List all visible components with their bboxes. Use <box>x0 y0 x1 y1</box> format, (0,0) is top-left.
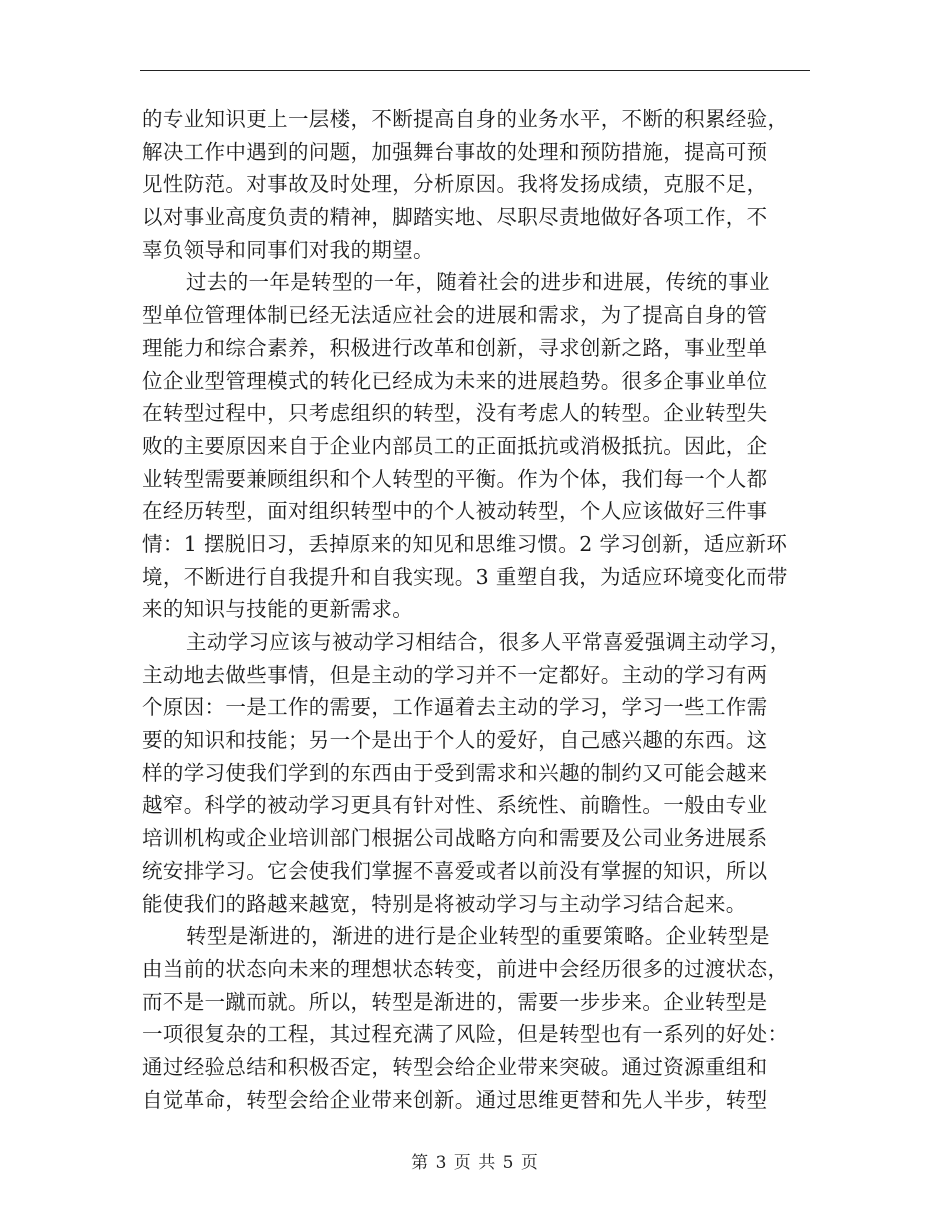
text-line: 位企业型管理模式的转化已经成为未来的进展趋势。很多企事业单位 <box>142 368 768 393</box>
text-line: 由当前的状态向未来的理想状态转变，前进中会经历很多的过渡状态， <box>142 956 789 981</box>
text-line: 败的主要原因来自于企业内部员工的正面抵抗或消极抵抗。因此，企 <box>142 433 768 458</box>
text-line: 见性防范。对事故及时处理，分析原因。我将发扬成绩，克服不足， <box>142 172 768 197</box>
text-line: 业转型需要兼顾组织和个人转型的平衡。作为个体，我们每一个人都 <box>142 466 768 491</box>
text-line: 统安排学习。它会使我们掌握不喜爱或者以前没有掌握的知识，所以 <box>142 858 768 883</box>
text-line: 越窄。科学的被动学习更具有针对性、系统性、前瞻性。一般由专业 <box>142 793 768 818</box>
text-line: 境，不断进行自我提升和自我实现。3 重塑自我，为适应环境变化而带 <box>142 564 788 589</box>
text-line: 个原因：一是工作的需要，工作逼着去主动的学习，学习一些工作需 <box>142 695 768 720</box>
text-line: 培训机构或企业培训部门根据公司战略方向和需要及公司业务进展系 <box>142 826 768 851</box>
text-line: 辜负领导和同事们对我的期望。 <box>142 237 434 262</box>
text-line: 通过经验总结和积极否定，转型会给企业带来突破。通过资源重组和 <box>142 1054 768 1079</box>
paragraph-first-line: 转型是渐进的，渐进的进行是企业转型的重要策略。企业转型是 <box>186 924 770 949</box>
text-line: 而不是一蹴而就。所以，转型是渐进的，需要一步步来。企业转型是 <box>142 989 768 1014</box>
text-line: 的专业知识更上一层楼，不断提高自身的业务水平，不断的积累经验， <box>142 107 789 131</box>
paragraph-first-line: 过去的一年是转型的一年，随着社会的进步和进展，传统的事业 <box>186 270 770 295</box>
text-line: 来的知识与技能的更新需求。 <box>142 597 414 622</box>
text-line: 型单位管理体制已经无法适应社会的进展和需求，为了提高自身的管 <box>142 303 768 328</box>
text-line: 理能力和综合素养，积极进行改革和创新，寻求创新之路，事业型单 <box>142 335 768 360</box>
document-body <box>142 103 812 1116</box>
text-line: 要的知识和技能；另一个是出于个人的爱好，自己感兴趣的东西。这 <box>142 728 768 753</box>
text-line: 在经历转型，面对组织转型中的个人被动转型，个人应该做好三件事 <box>142 499 768 524</box>
text-line: 一项很复杂的工程，其过程充满了风险，但是转型也有一系列的好处： <box>142 1022 789 1047</box>
header-rule <box>140 70 810 71</box>
page-number-footer: 第 3 页 共 5 页 <box>411 1153 539 1173</box>
text-line: 自觉革命，转型会给企业带来创新。通过思维更替和先人半步，转型 <box>142 1087 768 1112</box>
text-line: 情：1 摆脱旧习，丢掉原来的知见和思维习惯。2 学习创新，适应新环 <box>142 531 788 556</box>
text-line: 在转型过程中，只考虑组织的转型，没有考虑人的转型。企业转型失 <box>142 401 768 426</box>
paragraph-first-line: 主动学习应该与被动学习相结合，很多人平常喜爱强调主动学习， <box>186 630 791 654</box>
text-line: 主动地去做些事情，但是主动的学习并不一定都好。主动的学习有两 <box>142 662 768 687</box>
text-line: 样的学习使我们学到的东西由于受到需求和兴趣的制约又可能会越来 <box>142 760 768 785</box>
text-line: 解决工作中遇到的问题，加强舞台事故的处理和预防措施，提高可预 <box>142 139 768 164</box>
text-line: 能使我们的路越来越宽，特别是将被动学习与主动学习结合起来。 <box>142 891 747 916</box>
text-line: 以对事业高度负责的精神，脚踏实地、尽职尽责地做好各项工作，不 <box>142 205 768 230</box>
